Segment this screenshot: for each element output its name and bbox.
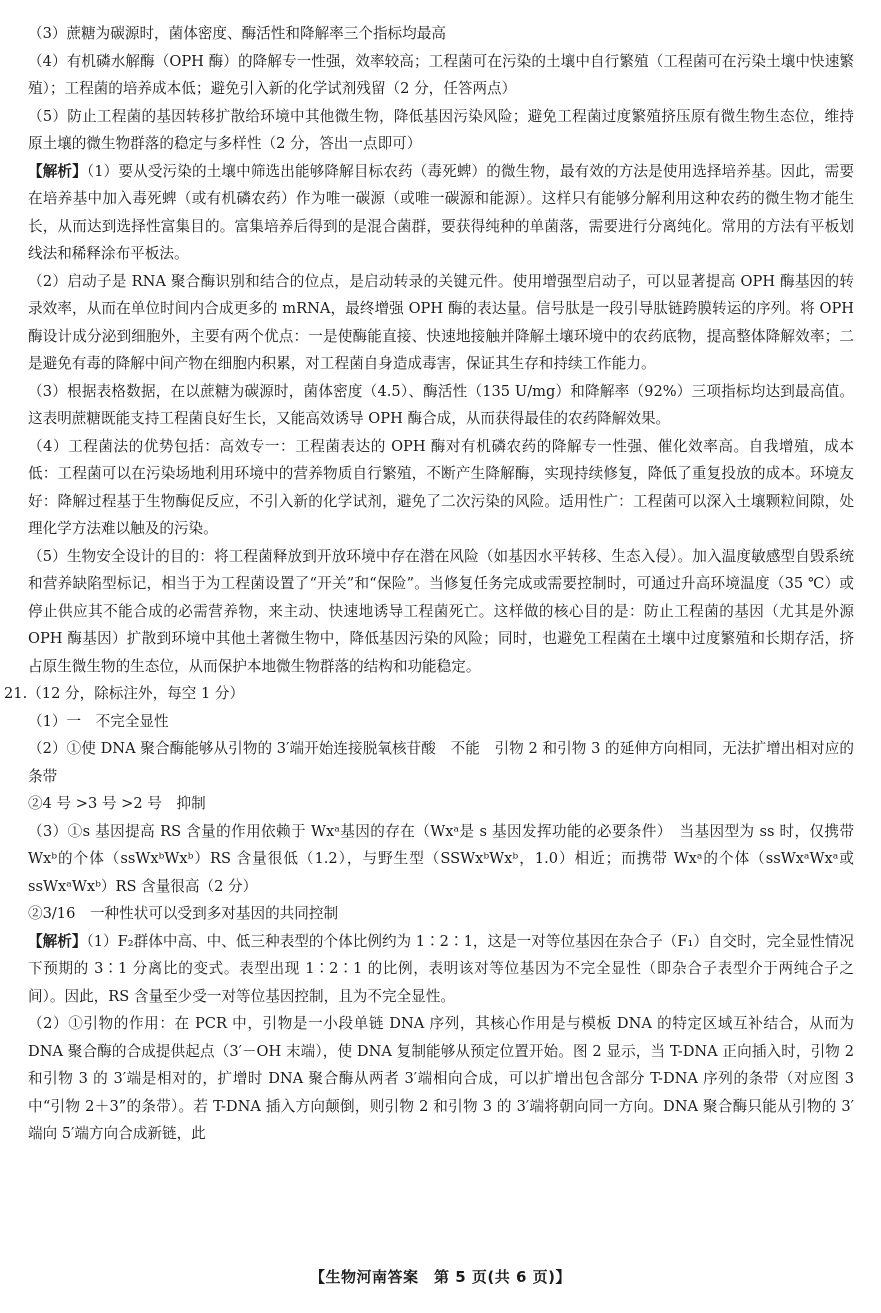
q21-answer-3-2: ②3/16 一种性状可以受到多对基因的共同控制 [28, 905, 339, 922]
q21-answer-2-1: （2）①使 DNA 聚合酶能够从引物的 3′端开始连接脱氧核苷酸 不能 引物 2 和引物 3 的延伸方向相同，无法扩增出相对应的条带 [28, 740, 854, 785]
q20-answer-3: （3）蔗糖为碳源时，菌体密度、酶活性和降解率三个指标均最高 [28, 25, 446, 42]
q21-analysis-1-text: （1）F₂群体中高、中、低三种表型的个体比例约为 1∶2∶1，这是一对等位基因在杂合子（F₁）自交时，完全显性情况下预期的 3∶1 分离比的变式。表型出现 1∶2∶1 的比例，表明该对等位基因为不完全显性（即杂合子表型介于两纯合子之间）。因此，RS 含量至少受一对等位基因控制，且为不完全显性。 [28, 932, 854, 1005]
q20-answer-5: （5）防止工程菌的基因转移扩散给环境中其他微生物，降低基因污染风险；避免工程菌过度繁殖挤压原有微生物生态位，维持原土壤的微生物群落的稳定与多样性（2 分，答出一点即可） [28, 107, 854, 152]
page-footer: 【生物河南答案 第 5 页(共 6 页)】 [310, 1268, 571, 1286]
q20-analysis-2: （2）启动子是 RNA 聚合酶识别和结合的位点，是启动转录的关键元件。使用增强型启动子，可以显著提高 OPH 酶基因的转录效率，从而在单位时间内合成更多的 mRNA，最终增强 OPH 酶的表达量。信号肽是一段引导肽链跨膜转运的序列。将 OPH 酶设计成分泌到细胞外，主要有两个优点：一是使酶能直接、快速地接触并降解土壤环境中的农药底物，提高整体降解效率；二是避免有毒的降解中间产物在细胞内积累，对工程菌自身造成毒害，保证其生存和持续工作能力。 [28, 272, 854, 372]
analysis-label: 【解析】 [28, 932, 87, 950]
q20-analysis-5: （5）生物安全设计的目的：将工程菌释放到开放环境中存在潜在风险（如基因水平转移、生态入侵）。加入温度敏感型自毁系统和营养缺陷型标记，相当于为工程菌设置了“开关”和“保险”。当修复任务完成或需要控制时，可通过升高环境温度（35 ℃）或停止供应其不能合成的必需营养物，来主动、快速地诱导工程菌死亡。这样做的核心目的是：防止工程菌的基因（尤其是外源 OPH 酶基因）扩散到环境中其他土著微生物中，降低基因污染的风险；同时，也避免工程菌在土壤中过度繁殖和长期存活，挤占原生微生物的生态位，从而保护本地微生物群落的结构和功能稳定。 [28, 547, 854, 675]
q20-analysis-1-text: （1）要从受污染的土壤中筛选出能够降解目标农药（毒死蜱）的微生物，最有效的方法是使用选择培养基。因此，需要在培养基中加入毒死蜱（或有机磷农药）作为唯一碳源（或唯一碳源和能源）。这样只有能够分解利用这种农药的微生物才能生长，从而达到选择性富集目的。富集培养后得到的是混合菌群，要获得纯种的单菌落，需要进行分离纯化。常用的方法有平板划线法和稀释涂布平板法。 [28, 162, 854, 262]
q21-analysis-2: （2）①引物的作用：在 PCR 中，引物是一小段单链 DNA 序列，其核心作用是与模板 DNA 的特定区域互补结合，从而为 DNA 聚合酶的合成提供起点（3′－OH 末端），使 DNA 复制能够从预定位置开始。图 2 显示，当 T-DNA 正向插入时，引物 2 和引物 3 的 3′端是相对的，扩增时 DNA 聚合酶从两者 3′端相向合成，可以扩增出包含部分 T-DNA 序列的条带（对应图 3 中“引物 2＋3”的条带）。若 T-DNA 插入方向颠倒，则引物 2 和引物 3 的 3′端将朝向同一方向。DNA 聚合酶只能从引物的 3′端向 5′端方向合成新链，此 [28, 1015, 854, 1142]
q20-analysis-4: （4）工程菌法的优势包括：高效专一：工程菌表达的 OPH 酶对有机磷农药的降解专一性强、催化效率高。自我增殖，成本低：工程菌可以在污染场地利用环境中的营养物质自行繁殖，不断产生降解酶，实现持续修复，降低了重复投放的成本。环境友好：降解过程基于生物酶促反应，不引入新的化学试剂，避免了二次污染的风险。适用性广：工程菌可以深入土壤颗粒间隙，处理化学方法难以触及的污染。 [28, 437, 854, 537]
answer-content [4, 20, 854, 1148]
q21-answer-1: （1）一 不完全显性 [28, 712, 169, 730]
q20-analysis-3: （3）根据表格数据，在以蔗糖为碳源时，菌体密度（4.5）、酶活性（135 U/mg）和降解率（92%）三项指标均达到最高值。这表明蔗糖既能支持工程菌良好生长，又能高效诱导 OPH 酶合成，从而获得最佳的农药降解效果。 [28, 382, 854, 427]
analysis-label: 【解析】 [28, 162, 87, 180]
q20-answer-4: （4）有机磷水解酶（OPH 酶）的降解专一性强，效率较高；工程菌可在污染的土壤中自行繁殖（工程菌可在污染土壤中快速繁殖）；工程菌的培养成本低；避免引入新的化学试剂残留（2 分，任答两点） [28, 52, 854, 97]
q20-analysis-1 [28, 158, 854, 268]
q21-header: 21.（12 分，除标注外，每空 1 分） [4, 685, 245, 702]
q21-answer-2-2: ②4 号 >3 号 >2 号 抑制 [28, 795, 206, 812]
q21-answer-3-1: （3）①s 基因提高 RS 含量的作用依赖于 Wxᵃ基因的存在（Wxᵃ是 s 基因发挥功能的必要条件） 当基因型为 ss 时，仅携带 Wxᵇ的个体（ssWxᵇWxᵇ）RS 含量很低（1.2），与野生型（SSWxᵇWxᵇ，1.0）相近；而携带 Wxᵃ的个体（ssWxᵃWxᵃ或 ssWxᵃWxᵇ）RS 含量很高（2 分） [28, 822, 854, 895]
q21-analysis-1 [28, 928, 854, 1011]
